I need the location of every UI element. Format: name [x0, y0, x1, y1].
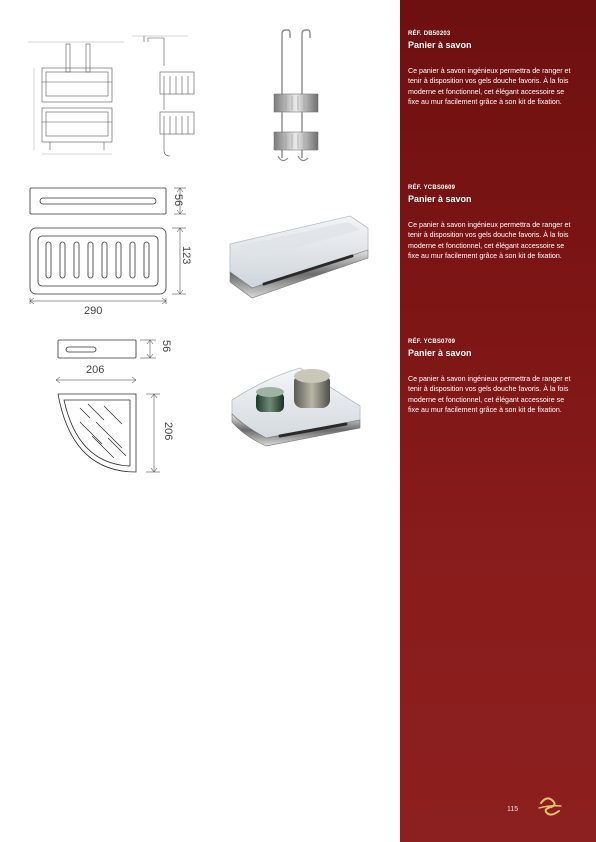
product-ref	[408, 184, 588, 192]
ref-label: RÉF.	[408, 185, 422, 191]
hanging-caddy-front-drawing	[28, 38, 128, 158]
hanging-caddy-photo	[268, 30, 328, 166]
product-description: Ce panier à savon ingénieux permettra de ranger et tenir à disposition vos gels douche favoris. À la fois moderne et fonctionnel, cet élégant accessoire se fixe au mur facilement grâce à son kit de fixation.	[408, 67, 571, 107]
dim-rect-width: 290	[84, 305, 103, 317]
product-2	[408, 184, 588, 262]
rect-basket-top-drawing	[28, 184, 218, 220]
corner-basket-photo	[226, 366, 366, 446]
dim-rect-depth: 123	[180, 246, 192, 265]
corner-basket-top-drawing	[56, 336, 176, 362]
product-3	[408, 338, 588, 416]
ref-code: YCBS0609	[423, 185, 456, 191]
product-title: Panier à savon	[408, 40, 472, 50]
dim-corner-depth: 206	[162, 422, 174, 441]
product-description: Ce panier à savon ingénieux permettra de ranger et tenir à disposition vos gels douche favoris. À la fois moderne et fonctionnel, cet élégant accessoire se fixe au mur facilement grâce à son kit de fixation.	[408, 375, 571, 415]
page-number: 115	[507, 806, 519, 813]
dim-corner-height: 56	[160, 340, 172, 353]
rect-basket-plan-drawing	[28, 224, 218, 318]
corner-basket-plan-drawing	[50, 376, 170, 480]
hanging-caddy-side-drawing	[128, 32, 198, 162]
rect-basket-photo	[222, 210, 372, 304]
product-title: Panier à savon	[408, 348, 472, 358]
ref-label: RÉF.	[408, 31, 422, 37]
product-1	[408, 30, 588, 108]
dim-corner-width: 206	[86, 364, 105, 376]
ref-label: RÉF.	[408, 339, 422, 345]
product-ref	[408, 338, 588, 346]
dim-rect-height: 56	[172, 194, 184, 207]
product-ref	[408, 30, 588, 38]
ref-code: DB50203	[423, 31, 451, 37]
product-description: Ce panier à savon ingénieux permettra de ranger et tenir à disposition vos gels douche favoris. À la fois moderne et fonctionnel, cet élégant accessoire se fixe au mur facilement grâce à son kit de fixation.	[408, 221, 571, 261]
ref-code: YCBS0709	[423, 339, 456, 345]
brand-logo-icon	[537, 797, 563, 817]
product-title: Panier à savon	[408, 194, 472, 204]
product-info-panel	[400, 0, 596, 842]
